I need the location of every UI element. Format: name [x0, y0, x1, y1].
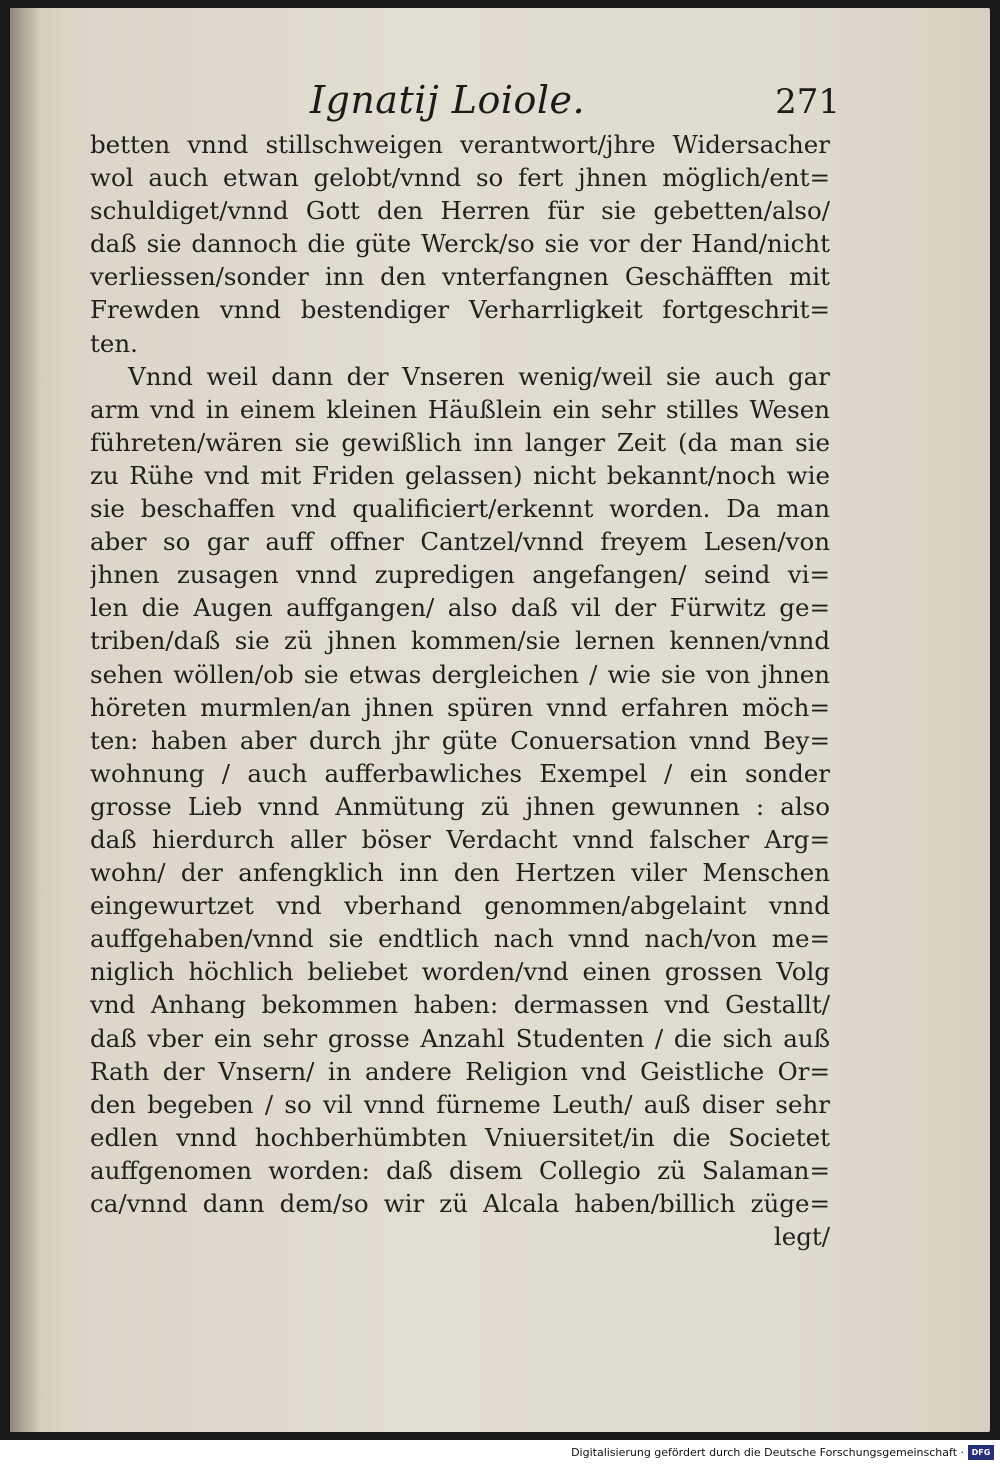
- text-line: auffgehaben/vnnd sie endtlich nach vnnd nach/von me=: [90, 924, 830, 954]
- text-line: niglich höchlich beliebet worden/vnd einen grossen Volg: [90, 957, 830, 987]
- text-line: sehen wöllen/ob sie etwas dergleichen / wie sie von jhnen: [90, 659, 830, 689]
- text-line: auffgenomen worden: daß disem Collegio zü Salaman=: [90, 1155, 830, 1185]
- text-line: vnd Anhang bekommen haben: dermassen vnd Gestallt/: [90, 990, 830, 1020]
- body-text: [90, 128, 830, 1253]
- text-line: führeten/wären sie gewißlich inn langer Zeit (da man sie: [90, 427, 830, 457]
- text-line: betten vnnd stillschweigen verantwort/jhre Widersacher: [90, 130, 830, 159]
- text-line: arm vnd in einem kleinen Häußlein ein sehr stilles Wesen: [90, 394, 830, 424]
- text-line: grosse Lieb vnnd Anmütung zü jhnen gewunnen : also: [90, 791, 830, 821]
- text-line: daß sie dannoch die güte Werck/so sie vor der Hand/nicht: [90, 229, 830, 259]
- text-line: triben/daß sie zü jhnen kommen/sie lernen kennen/vnnd: [90, 626, 830, 656]
- text-line: zu Rühe vnd mit Friden gelassen) nicht bekannt/noch wie: [90, 460, 830, 490]
- text-line: Rath der Vnsern/ in andere Religion vnd Geistliche Or=: [90, 1056, 830, 1086]
- text-line: jhnen zusagen vnnd zupredigen angefangen/ seind vi=: [90, 560, 830, 590]
- catchword: legt/: [773, 1222, 830, 1252]
- text-line: len die Augen auffgangen/ also daß vil der Fürwitz ge=: [90, 593, 830, 623]
- text-line: ca/vnnd dann dem/so wir zü Alcala haben/billich züge=: [90, 1189, 830, 1218]
- text-line: wohn/ der anfengklich inn den Hertzen viler Menschen: [90, 858, 830, 888]
- text-line: wol auch etwan gelobt/vnnd so fert jhnen möglich/ent=: [90, 163, 830, 193]
- text-line: daß vber ein sehr grosse Anzahl Studenten / die sich auß: [90, 1023, 830, 1053]
- book-page: [10, 8, 990, 1432]
- text-line: eingewurtzet vnd vberhand genommen/abgelaint vnnd: [90, 891, 830, 921]
- page-gutter-shadow: [10, 8, 40, 1432]
- text-line: ten: haben aber durch jhr güte Conuersation vnnd Bey=: [90, 725, 830, 755]
- text-line: höreten murmlen/an jhnen spüren vnnd erfahren möch=: [90, 692, 830, 722]
- text-line: aber so gar auff offner Cantzel/vnnd freyem Lesen/von: [90, 527, 830, 557]
- paragraph-start-line: Vnnd weil dann der Vnseren wenig/weil sie auch gar: [128, 361, 830, 391]
- text-line: sie beschaffen vnd qualificiert/erkennt worden. Da man: [90, 494, 830, 524]
- running-title: Ignatij Loiole.: [310, 78, 586, 122]
- text-line: daß hierdurch aller böser Verdacht vnnd falscher Arg=: [90, 824, 830, 854]
- text-line: ten.: [90, 328, 138, 358]
- digitization-footer: [0, 1440, 1000, 1466]
- dfg-logo: DFG: [968, 1445, 994, 1460]
- text-line: verliessen/sonder inn den vnterfangnen Geschäfften mit: [90, 262, 830, 292]
- page-number: 271: [775, 82, 840, 122]
- text-line: wohnung / auch aufferbawliches Exempel / ein sonder: [90, 758, 830, 788]
- text-line: edlen vnnd hochberhümbten Vniuersitet/in die Societet: [90, 1122, 830, 1152]
- funding-credit: Digitalisierung gefördert durch die Deutsche Forschungsgemeinschaft ·: [571, 1446, 964, 1459]
- text-line: schuldiget/vnnd Gott den Herren für sie gebetten/also/: [90, 196, 830, 226]
- text-line: Frewden vnnd bestendiger Verharrligkeit fortgeschrit=: [90, 295, 830, 325]
- text-line: den begeben / so vil vnnd fürneme Leuth/ auß diser sehr: [90, 1089, 830, 1119]
